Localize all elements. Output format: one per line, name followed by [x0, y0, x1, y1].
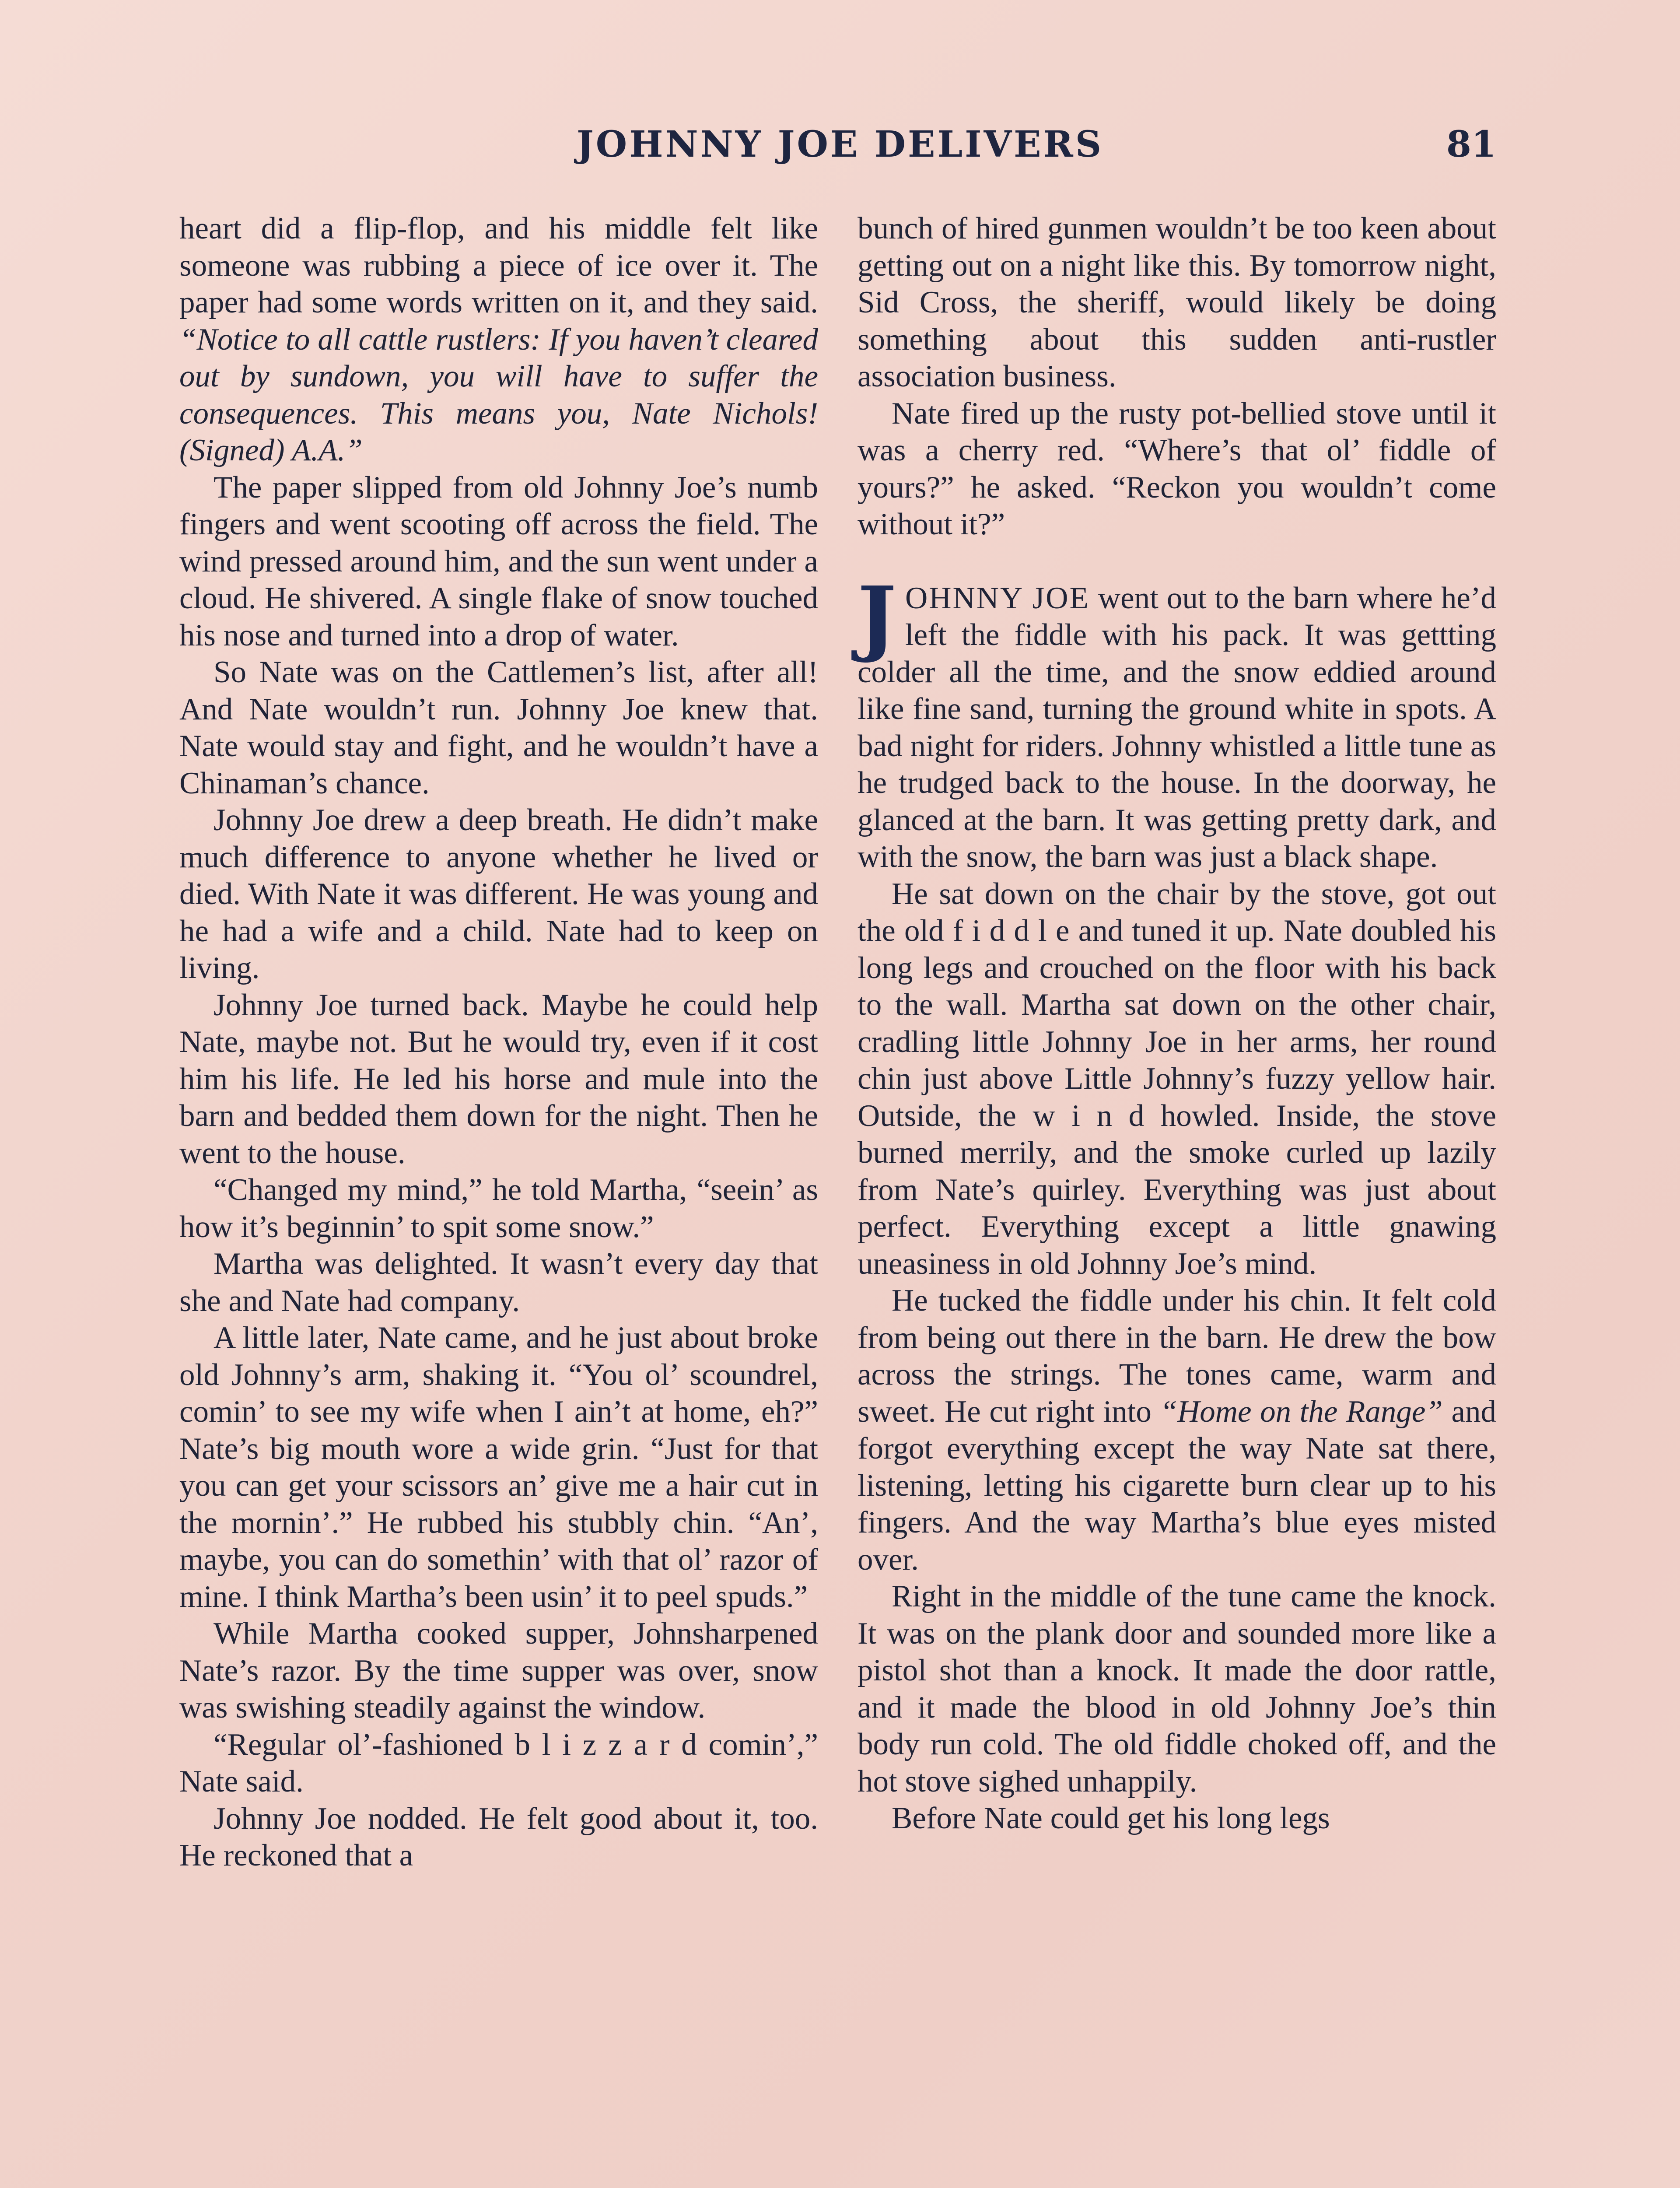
right-column: [858, 210, 1496, 1837]
paragraph: Before Nate could get his long legs: [892, 1801, 1330, 1835]
paragraph: He sat down on the chair by the stove, got out the old f i d d l e and tuned it up. Nate doubled his long legs and crouched on the floor with his back to the wall. Martha sat down on the other chair, cradling little Johnny Joe in her arms, her round chin just above Little Johnny’s fuzzy yellow hair. Outside, the w i n d howled. Inside, the stove burned merrily, and the smoke curled up lazily from Nate’s quirley. Everything was just about perfect. Everything except a little gnawing uneasiness in old Johnny Joe’s mind.: [858, 877, 1496, 1281]
paragraph: A little later, Nate came, and he just about broke old Johnny’s arm, shaking it. “You ol’ scoundrel, comin’ to see my wife when I ain’t at home, eh?” Nate’s big mouth wore a wide grin. “Just for that you can get your scissors an’ give me a hair cut in the mornin’.” He rubbed his stubbly chin. “An’, maybe, you can do somethin’ with that ol’ razor of mine. I think Martha’s been usin’ it to peel spuds.”: [179, 1321, 818, 1614]
drop-cap: J: [858, 568, 896, 665]
paragraph-text: He tucked the fiddle under his chin. It felt cold from being out there in the barn. He drew the bow across the strings. The tones came, warm and sweet. He cut right into: [858, 1283, 1496, 1429]
paragraph: Johnny Joe turned back. Maybe he could help Nate, maybe not. But he would try, even if it cost him his life. He led his horse and mule into the barn and bedded them down for the night. Then he went to the house.: [179, 988, 818, 1170]
paragraph-text: and forgot everything except the way Nate sat there, listening, letting his cigarette burn clear up to his fingers. And the way Martha’s blue eyes misted over.: [858, 1394, 1496, 1577]
paragraph: Martha was delighted. It wasn’t every day that she and Nate had company.: [179, 1247, 818, 1318]
left-column: [179, 210, 818, 1874]
page-header: [179, 120, 1501, 168]
paragraph: Nate fired up the rusty pot-bellied stove until it was a cherry red. “Where’s that ol’ fiddle of yours?” he asked. “Reckon you wouldn’t come without it?”: [858, 396, 1496, 541]
lead-in-caps: OHNNY JOE: [905, 581, 1090, 615]
paragraph: Right in the middle of the tune came the knock. It was on the plank door and sounded more like a pistol shot than a knock. It made the door rattle, and it made the blood in old Johnny Joe’s thin body run cold. The old fiddle choked off, and the hot stove sighed unhappily.: [858, 1579, 1496, 1799]
paragraph: So Nate was on the Cattlemen’s list, after all! And Nate wouldn’t run. Johnny Joe knew that. Nate would stay and fight, and he wouldn’t have a Chinaman’s chance.: [179, 655, 818, 800]
section-opening-paragraph: [858, 568, 1497, 876]
paragraph-text: went out to the barn where he’d left the fiddle with his pack. It was gettting colder all the time, and the snow eddied around like fine sand, turning the ground white in spots. A bad night for riders. Johnny whistled a little tune as he trudged back to the house. In the doorway, he glanced at the barn. It was getting pretty dark, and with the snow, the barn was just a black shape.: [858, 581, 1497, 874]
paragraph: “Changed my mind,” he told Martha, “seein’ as how it’s beginnin’ to spit some snow.”: [179, 1173, 818, 1244]
paragraph: Johnny Joe nodded. He felt good about it, too. He reckoned that a: [179, 1801, 818, 1872]
paragraph: While Martha cooked supper, Johnsharpened Nate’s razor. By the time supper was over, snow was swishing steadily against the window.: [179, 1616, 818, 1725]
paragraph-text: heart did a flip-flop, and his middle felt like someone was rubbing a piece of ice over it. The paper had some words written on it, and they said.: [179, 211, 818, 319]
paragraph: Johnny Joe drew a deep breath. He didn’t make much difference to anyone whether he lived or died. With Nate it was different. He was young and he had a wife and a child. Nate had to keep on living.: [179, 803, 818, 985]
paragraph: “Regular ol’-fashioned b l i z z a r d comin’,” Nate said.: [179, 1727, 818, 1799]
paragraph: [179, 210, 818, 469]
running-title: JOHNNY JOE DELIVERS: [576, 123, 1104, 165]
paragraph: [858, 1282, 1496, 1578]
page-number: 81: [1446, 123, 1496, 165]
paragraph: bunch of hired gunmen wouldn’t be too keen about getting out on a night like this. By tomorrow night, Sid Cross, the sheriff, would likely be doing something about this sudden anti-rustler association business.: [858, 211, 1496, 393]
song-title: “Home on the Range”: [1160, 1394, 1443, 1429]
notice-text: “Notice to all cattle rustlers: If you haven’t cleared out by sundown, you will have to suffer the consequences. This means you, Nate Nichols! (Signed) A.A.”: [179, 322, 818, 467]
paragraph: The paper slipped from old Johnny Joe’s numb fingers and went scooting off across the field. The wind pressed around him, and the sun went under a cloud. He shivered. A single flake of snow touched his nose and turned into a drop of water.: [179, 470, 818, 652]
